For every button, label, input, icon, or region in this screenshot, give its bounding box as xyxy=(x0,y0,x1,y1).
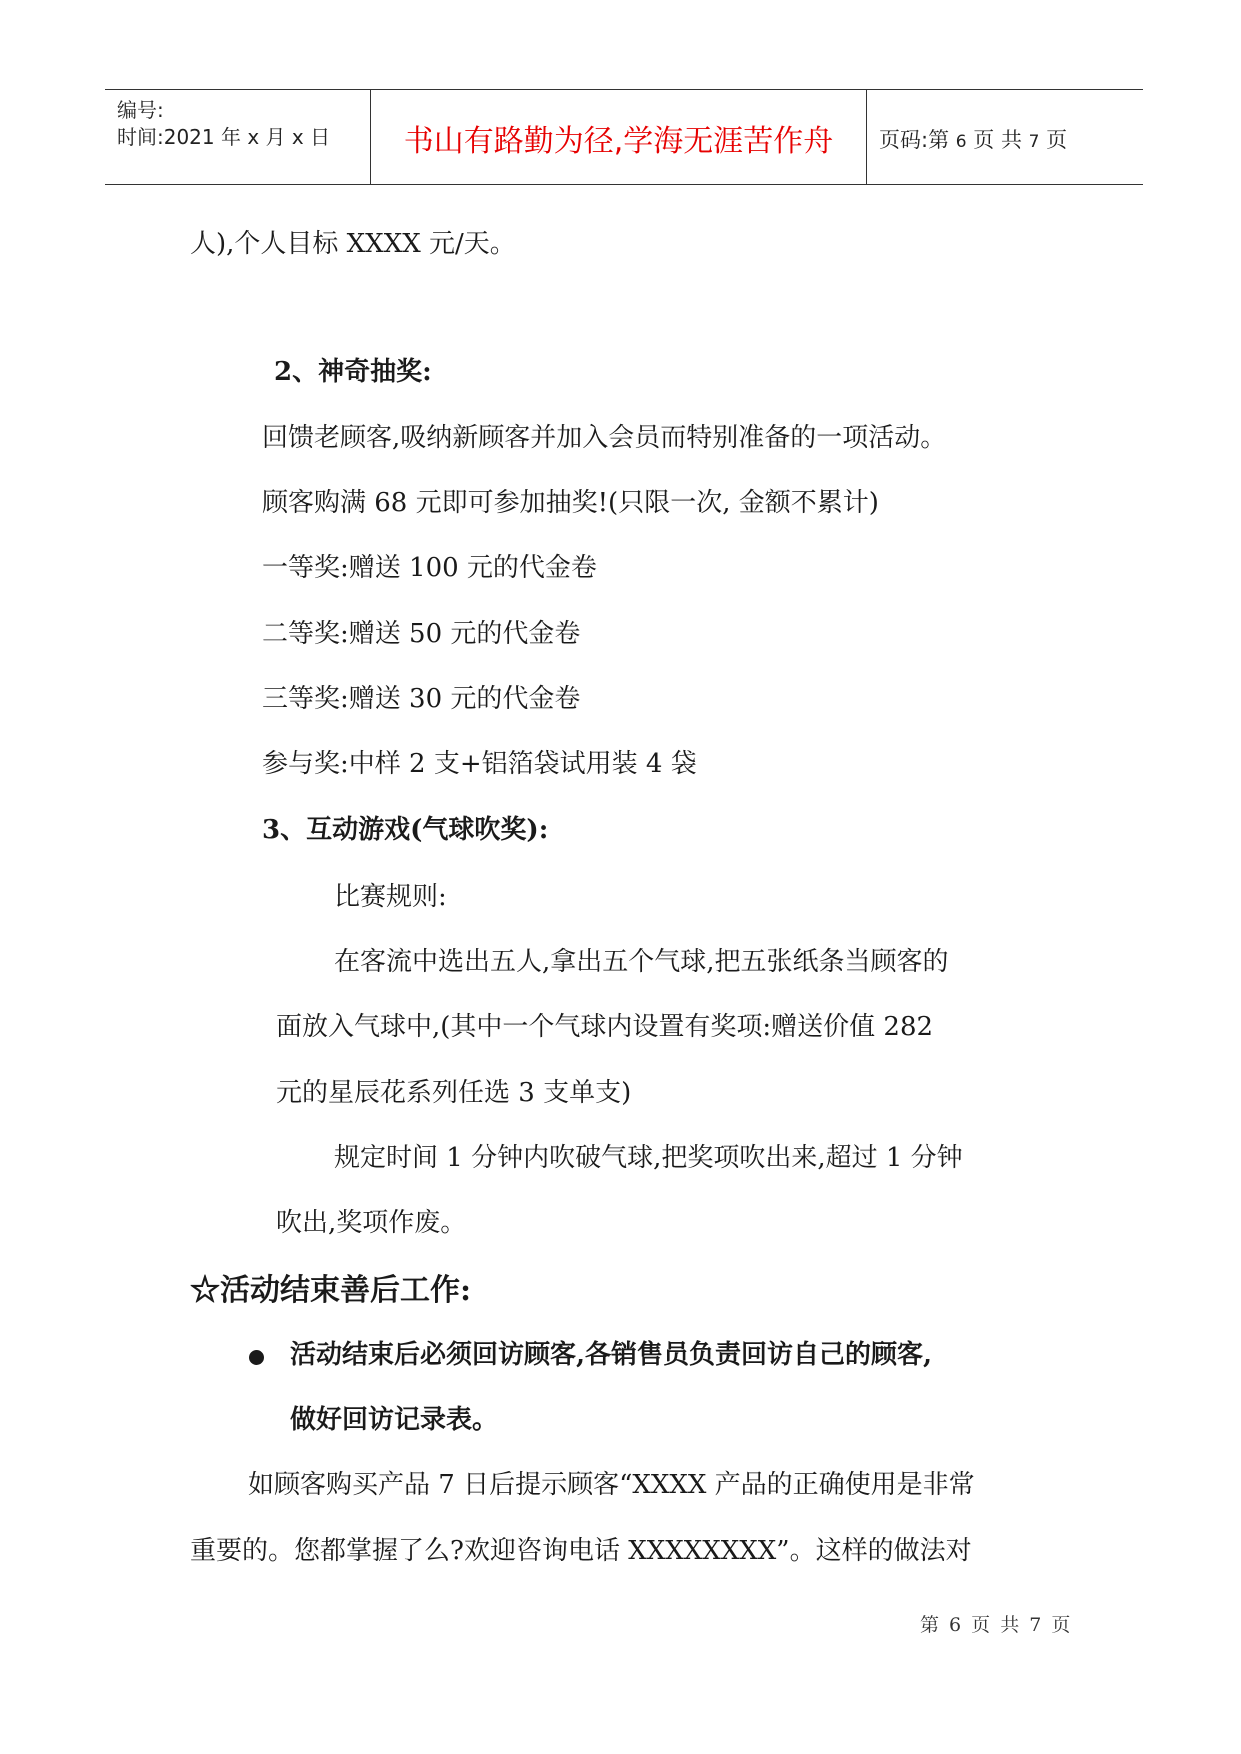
page-footer: 第 6 页 共 7 页 xyxy=(920,1614,1071,1636)
header-page-number xyxy=(879,124,1067,154)
section-2-line-1: 回馈老顾客,吸纳新顾客并加入会员而特别准备的一项活动。 xyxy=(262,423,947,453)
final-para-line-2: 重要的。您都掌握了么?欢迎咨询电话 XXXXXXXX”。这样的做法对 xyxy=(190,1536,972,1566)
prize-participation: 参与奖:中样 2 支+铝箔袋试用装 4 袋 xyxy=(262,749,697,779)
section-3-para1-line3: 元的星辰花系列任选 3 支单支) xyxy=(276,1078,632,1108)
page-current: 6 xyxy=(955,132,967,152)
section-3-para1-line2: 面放入气球中,(其中一个气球内设置有奖项:赠送价值 282 xyxy=(276,1012,934,1042)
prize-third: 三等奖:赠送 30 元的代金卷 xyxy=(262,684,581,714)
page-prefix: 页码:第 xyxy=(879,128,950,152)
page-total: 7 xyxy=(1028,132,1040,152)
doc-number-label: 编号: xyxy=(117,98,164,122)
header-motto: 书山有路勤为径,学海无涯苦作舟 xyxy=(403,124,834,159)
section-3-para2-line2: 吹出,奖项作废。 xyxy=(276,1208,467,1238)
section-2-title: 2、神奇抽奖: xyxy=(274,357,432,387)
bullet-line-2: 做好回访记录表。 xyxy=(290,1405,499,1435)
section-2-line-2: 顾客购满 68 元即可参加抽奖!(只限一次, 金额不累计) xyxy=(262,488,879,518)
date-label: 时间:2021 年 x 月 x 日 xyxy=(117,125,331,149)
header-motto-cell xyxy=(370,90,867,184)
page-suffix: 页 xyxy=(1046,128,1068,152)
page-header xyxy=(105,89,1143,185)
section-3-rules-label: 比赛规则: xyxy=(334,882,447,912)
bullet-dot-icon xyxy=(249,1350,264,1365)
prize-first: 一等奖:赠送 100 元的代金卷 xyxy=(262,553,597,583)
body-line-continuation: 人),个人目标 XXXX 元/天。 xyxy=(190,229,516,259)
page-mid: 页 共 xyxy=(973,128,1022,152)
bullet-line-1: 活动结束后必须回访顾客,各销售员负责回访自己的顾客, xyxy=(290,1340,933,1370)
section-3-title: 3、互动游戏(气球吹奖): xyxy=(262,815,549,845)
after-activity-title: ☆活动结束善后工作: xyxy=(190,1273,472,1308)
section-3-para2-line1: 规定时间 1 分钟内吹破气球,把奖项吹出来,超过 1 分钟 xyxy=(334,1143,963,1173)
final-para-line-1: 如顾客购买产品 7 日后提示顾客“XXXX 产品的正确使用是非常 xyxy=(248,1470,975,1500)
section-3-para1-line1: 在客流中选出五人,拿出五个气球,把五张纸条当顾客的 xyxy=(334,947,949,977)
header-page-cell xyxy=(867,90,1143,184)
header-meta-cell xyxy=(105,90,369,184)
prize-second: 二等奖:赠送 50 元的代金卷 xyxy=(262,619,581,649)
